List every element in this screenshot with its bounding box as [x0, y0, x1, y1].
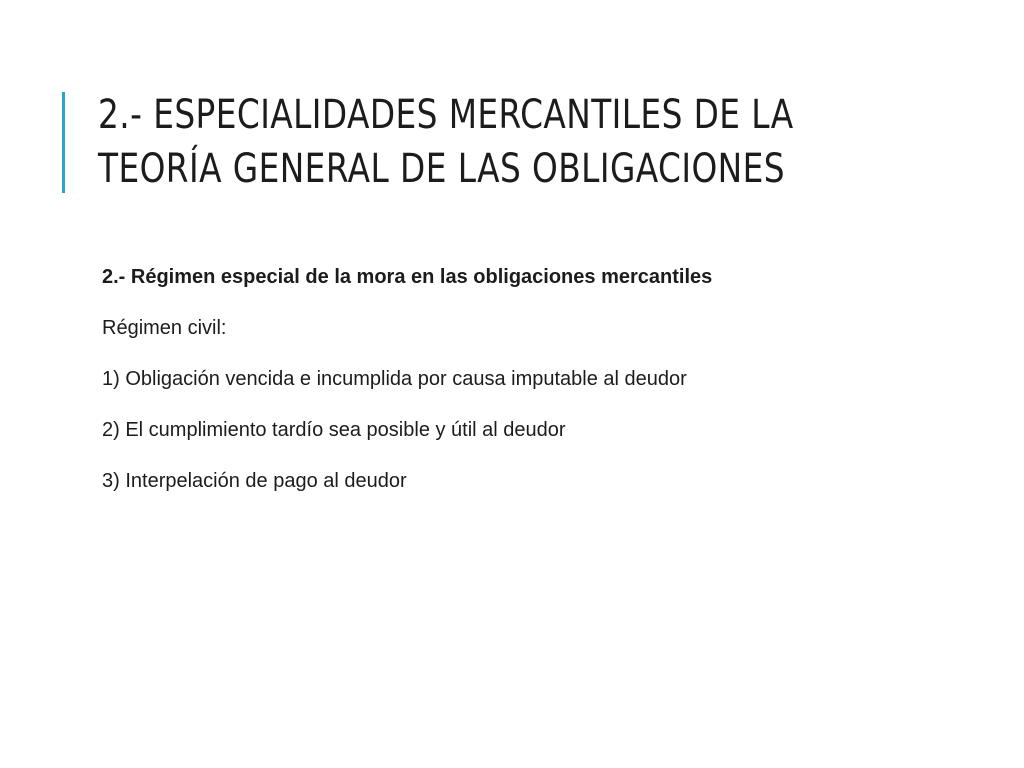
body-heading: 2.- Régimen especial de la mora en las obligaciones mercantiles [102, 266, 713, 288]
list-item: 1) Obligación vencida e incumplida por causa imputable al deudor [102, 368, 687, 390]
body-subheading: Régimen civil: [102, 317, 227, 339]
title-accent-bar [62, 92, 65, 193]
slide-title [98, 88, 836, 196]
list-item: 2) El cumplimiento tardío sea posible y útil al deudor [102, 419, 566, 441]
list-item: 3) Interpelación de pago al deudor [102, 470, 407, 492]
slide-title-line-1: 2.- ESPECIALIDADES MERCANTILES DE LA [98, 92, 794, 138]
slide-title-line-2: TEORÍA GENERAL DE LAS OBLIGACIONES [98, 146, 785, 192]
slide-body [102, 262, 962, 517]
